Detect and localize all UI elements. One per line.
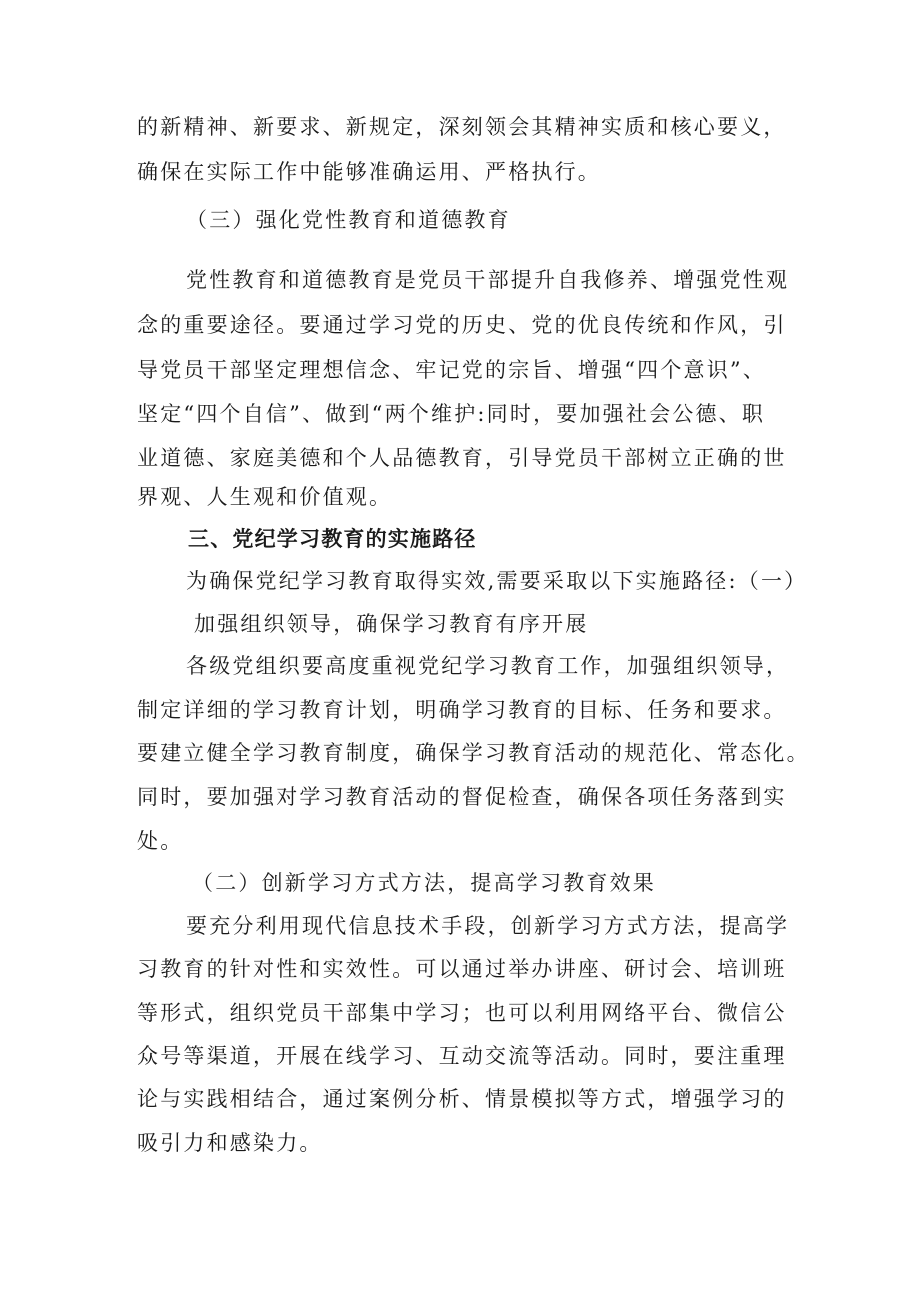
subsection-heading: 加强组织领导，确保学习教育有序开展 (194, 612, 589, 636)
body-line: 同时，要加强对学习教育活动的督促检查，确保各项任务落到实 (137, 785, 787, 809)
body-line: 各级党组织要高度重视党纪学习教育工作，加强组织领导， (186, 654, 790, 678)
body-line: 界观、人生观和价值观。 (137, 485, 393, 509)
body-line: 习教育的针对性和实效性。可以通过举办讲座、研讨会、培训班 (137, 957, 787, 981)
body-line: 坚定“四个自信”、做到“两个维护:同时，要加强社会公德、职 (137, 402, 766, 426)
body-line: 党性教育和道德教育是党员干部提升自我修养、增强党性观 (186, 268, 790, 292)
section-heading: 三、党纪学习教育的实施路径 (188, 527, 477, 551)
body-line: 的新精神、新要求、新规定，深刻领会其精神实质和核心要义， (137, 115, 787, 139)
body-line: 处。 (137, 829, 184, 853)
body-line: 要建立健全学习教育制度，确保学习教育活动的规范化、常态化。 (137, 741, 810, 765)
body-line: 念的重要途径。要通过学习党的历史、党的优良传统和作风，引 (137, 313, 787, 337)
body-line: 导党员干部坚定理想信念、牢记党的宗旨、增强“四个意识”、 (137, 358, 767, 382)
body-line: 为确保党纪学习教育取得实效,需要采取以下实施路径:（一） (186, 569, 808, 593)
subsection-heading: （二）创新学习方式方法，提高学习教育效果 (192, 871, 656, 895)
body-line: 众号等渠道，开展在线学习、互动交流等活动。同时，要注重理 (137, 1044, 787, 1068)
body-line: 论与实践相结合，通过案例分析、情景模拟等方式，增强学习的 (137, 1087, 787, 1111)
body-line: 吸引力和感染力。 (137, 1131, 323, 1155)
body-line: 等形式，组织党员干部集中学习；也可以利用网络平台、微信公 (137, 1001, 787, 1025)
body-line: 业道德、家庭美德和个人品德教育，引导党员干部树立正确的世 (137, 446, 787, 470)
body-line: 确保在实际工作中能够准确运用、严格执行。 (137, 160, 601, 184)
body-line: 要充分利用现代信息技术手段，创新学习方式方法，提高学 (186, 914, 790, 938)
body-line: 制定详细的学习教育计划，明确学习教育的目标、任务和要求。 (137, 698, 787, 722)
subsection-heading: （三）强化党性教育和道德教育 (186, 208, 511, 232)
